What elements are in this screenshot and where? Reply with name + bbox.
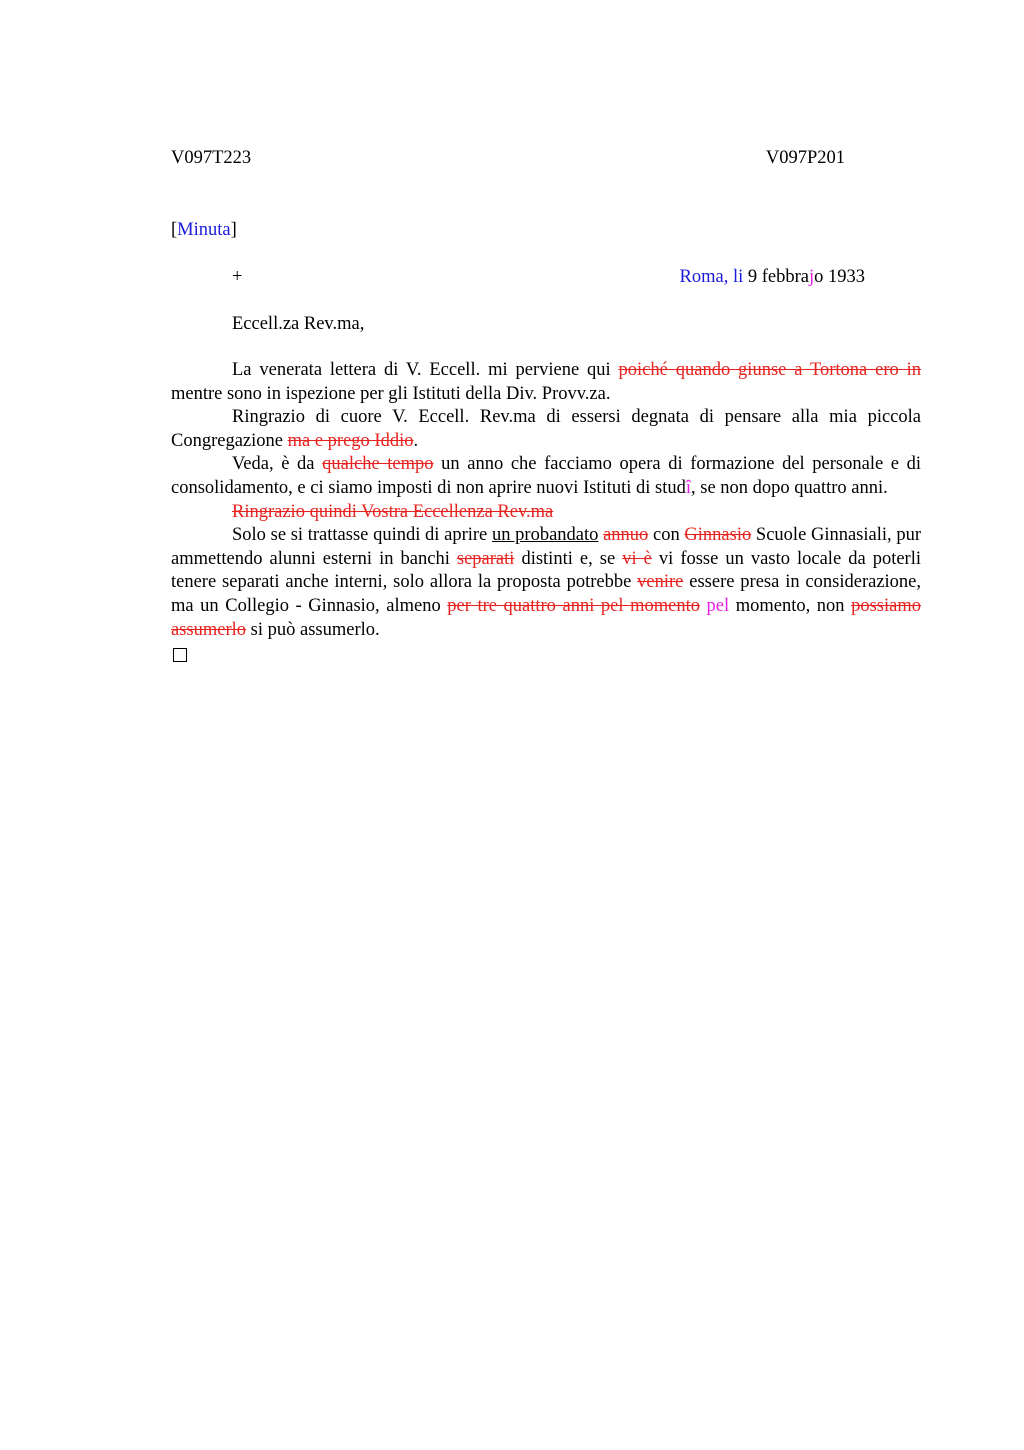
date-correction: j [808, 267, 815, 287]
deleted-text: vi è [622, 548, 652, 569]
document-code-left: V097T223 [171, 148, 252, 168]
minuta-text: Minuta [177, 220, 231, 240]
correction-text: î [685, 477, 691, 498]
cross-symbol: + [232, 267, 243, 287]
deleted-text: possiamo assumerlo [171, 595, 921, 640]
paragraph-4 [171, 501, 921, 525]
deleted-text: annuo [603, 525, 649, 546]
date-part-a: 9 febbra [743, 267, 809, 287]
minuta-open-bracket: [ [171, 220, 178, 240]
correction-text: pel [706, 595, 730, 616]
date-place [680, 265, 866, 289]
underlined-text: un probandato [491, 525, 599, 546]
minuta-close-bracket: ] [230, 220, 237, 240]
deleted-text: per tre quattro anni pel momento [447, 595, 700, 616]
deleted-text: Ringrazio quindi Vostra Eccellenza Rev.ma [232, 501, 554, 522]
deleted-text: ma e prego Iddio [287, 430, 414, 451]
dateline [171, 265, 921, 289]
paragraph-5: Solo se si trattasse quindi di aprire un probandato annuo con Ginnasio Scuole Ginnasiali, pur ammettendo alunni esterni in banchi separati distinti e, se vi è vi fosse un vasto locale da poterli tenere separati anche interni, solo allora la proposta potrebbe venire essere presa in considerazione, ma un Collegio - Ginnasio, almeno per tre quattro anni pel momento pel momento, non possiamo assumerlo si può assumerlo. [171, 525, 922, 640]
header-codes [171, 146, 921, 170]
date-place-name: Roma, li [679, 267, 744, 287]
deleted-text: venire [637, 572, 684, 593]
salutation [171, 312, 921, 336]
end-marker-box-icon [173, 648, 187, 662]
deleted-text: separati [456, 548, 515, 569]
document-code-right: V097P201 [765, 148, 845, 168]
paragraph-2: Ringrazio di cuore V. Eccell. Rev.ma di essersi degnata di pensare alla mia piccola Congregazione ma e prego Iddio. [171, 407, 921, 451]
minuta-label [171, 218, 921, 242]
paragraph-1: La venerata lettera di V. Eccell. mi perviene qui poiché quando giunse a Tortona ero in mentre sono in ispezione per gli Istituti della Div. Provv.za. [171, 360, 921, 404]
deleted-text: poiché quando giunse a Tortona ero in [618, 360, 921, 380]
letter-body [171, 359, 921, 670]
date-part-b: o 1933 [814, 267, 865, 287]
deleted-text: qualche tempo [322, 454, 434, 475]
deleted-text: Ginnasio [684, 525, 752, 546]
paragraph-3: Veda, è da qualche tempo un anno che facciamo opera di formazione del personale e di consolidamento, e ci siamo imposti di non aprire nuovi Istituti di studî, se non dopo quattro anni. [171, 454, 922, 498]
salutation-text: Eccell.za Rev.ma, [232, 314, 365, 334]
